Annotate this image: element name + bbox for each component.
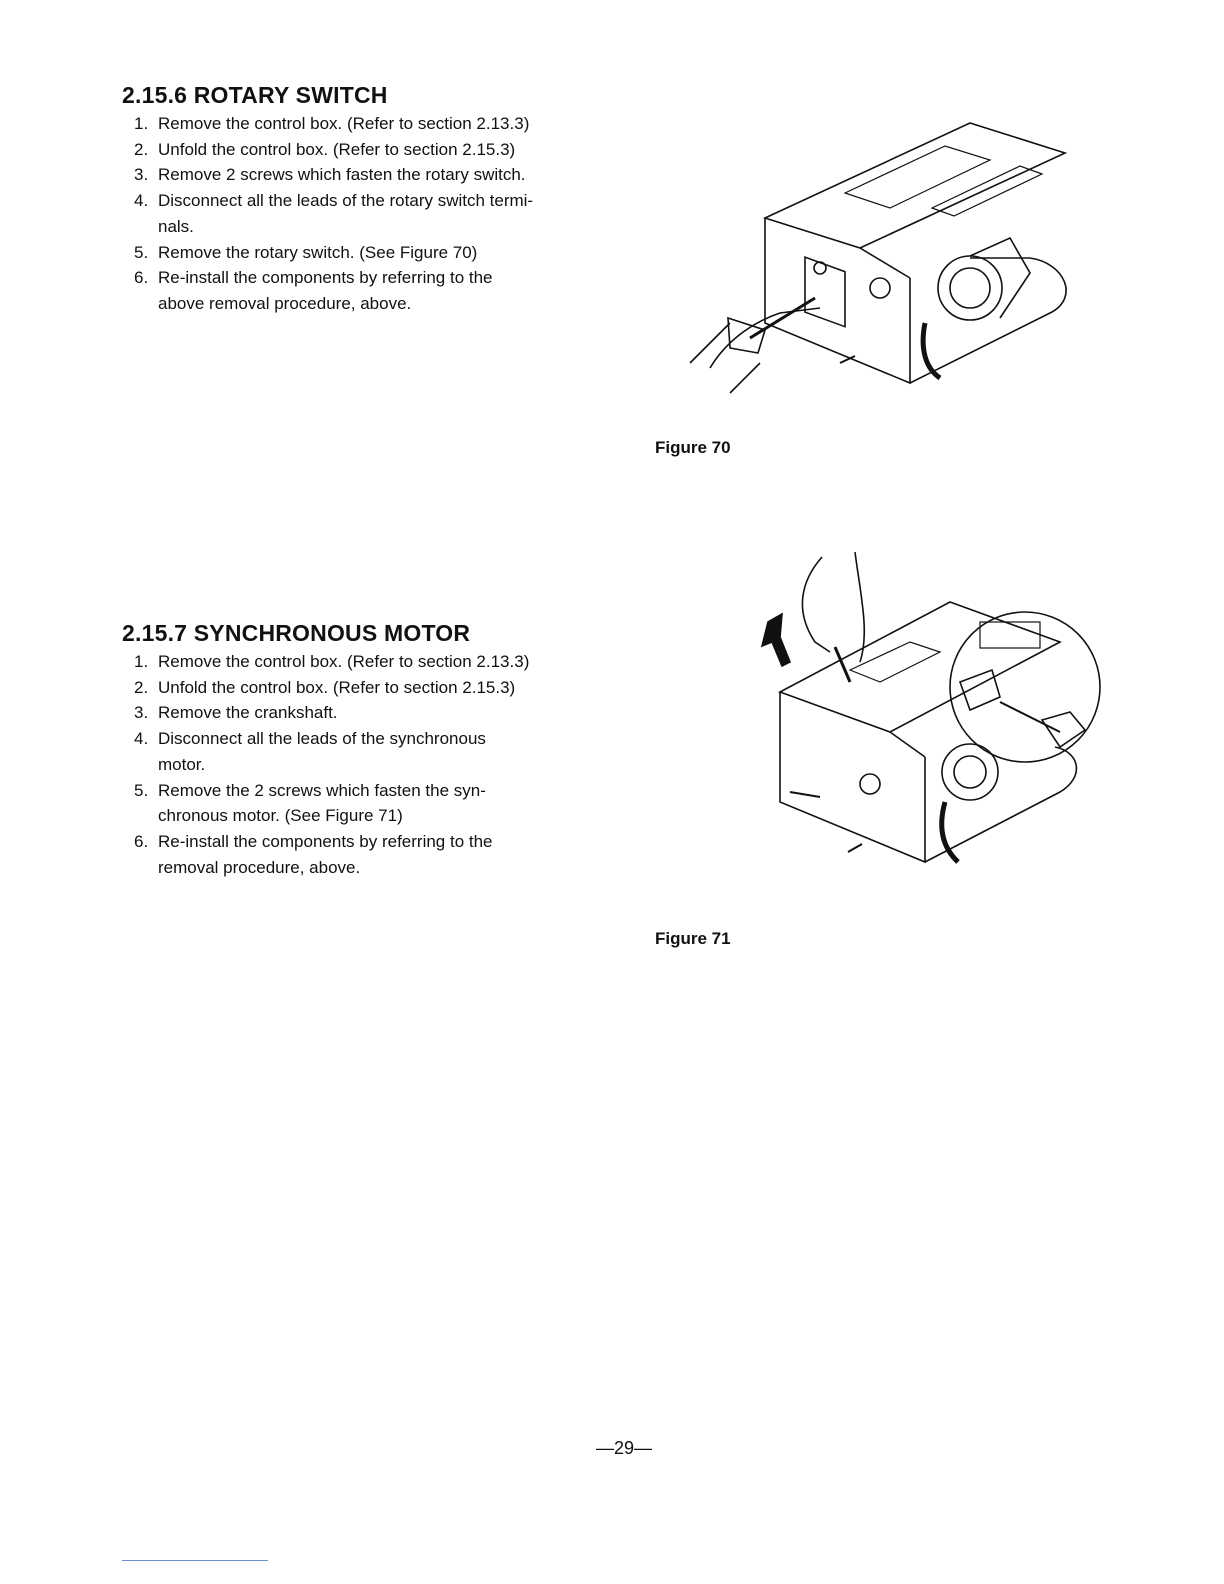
step-item: 5. Remove the rotary switch. (See Figure 70)	[134, 242, 478, 262]
step-item: 4. Disconnect all the leads of the synchronous motor.	[134, 729, 486, 774]
footer-rule	[122, 1560, 268, 1561]
figure-caption: Figure 70	[655, 438, 731, 457]
step-item: 3. Remove 2 screws which fasten the rotary switch.	[134, 165, 526, 185]
figure-caption: Figure 71	[655, 929, 731, 948]
section-heading: 2.15.6 ROTARY SWITCH	[122, 82, 388, 108]
step-item: 6. Re-install the components by referring to the above removal procedure, above.	[134, 268, 493, 313]
step-item: 1. Remove the control box. (Refer to section 2.13.3)	[134, 652, 530, 671]
section-synchronous-motor	[122, 620, 622, 880]
step-item: 3. Remove the crankshaft.	[134, 703, 338, 723]
step-item: 2. Unfold the control box. (Refer to section 2.15.3)	[134, 677, 516, 697]
procedure-steps	[122, 649, 622, 880]
section-heading: 2.15.7 SYNCHRONOUS MOTOR	[122, 620, 471, 646]
step-item: 1. Remove the control box. (Refer to section 2.13.3)	[134, 114, 530, 133]
figure-71-illustration	[760, 552, 1105, 870]
procedure-steps	[122, 111, 622, 317]
step-item: 5. Remove the 2 screws which fasten the syn- chronous motor. (See Figure 71)	[134, 780, 486, 826]
step-item: 4. Disconnect all the leads of the rotary switch termi- nals.	[134, 191, 534, 236]
page-number: —29—	[596, 1438, 653, 1458]
section-rotary-switch	[122, 82, 622, 317]
step-item: 2. Unfold the control box. (Refer to section 2.15.3)	[134, 139, 516, 159]
figure-70-illustration	[670, 108, 1090, 398]
step-item: 6. Re-install the components by referring to the removal procedure, above.	[134, 831, 493, 877]
